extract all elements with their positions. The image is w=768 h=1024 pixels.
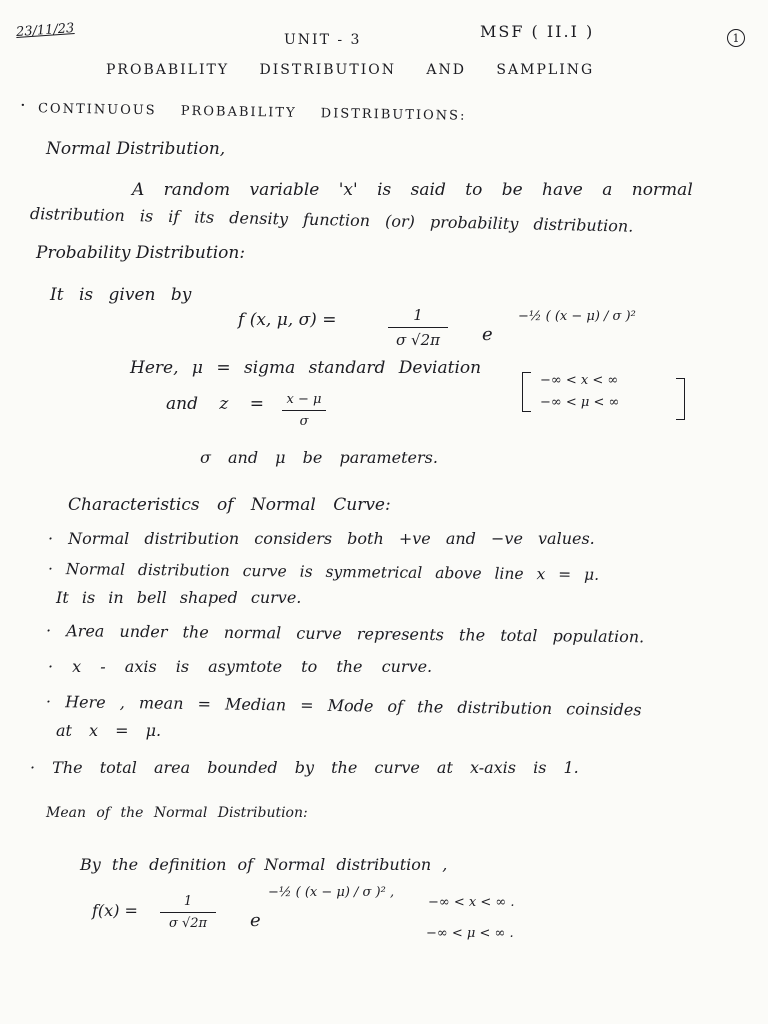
range-bracket-right (676, 378, 685, 420)
characteristic-item: · Here , mean = Median = Mode of the distribution coinsides (45, 692, 642, 720)
mean-fraction-numerator: 1 (183, 894, 193, 909)
here-text: Here, μ = sigma standard Deviation (130, 358, 482, 378)
and-z-text: and z = (166, 394, 264, 414)
characteristic-item: · x - axis is asymtote to the curve. (48, 657, 433, 676)
parameters-text: σ and μ be parameters. (200, 448, 438, 467)
mean-fraction-denominator: σ √2π (168, 916, 208, 931)
fraction-denominator: σ √2π (396, 331, 440, 349)
z-numerator: x − μ (286, 392, 322, 407)
page-title: PROBABILITY DISTRIBUTION AND SAMPLING (106, 62, 595, 78)
characteristic-item: · Normal distribution curve is symmetrical above line x = μ. (47, 560, 600, 584)
characteristic-item: at x = μ. (56, 721, 162, 740)
exponent: −½ ( (x − μ) / σ )² (518, 309, 636, 324)
mean-range-x: −∞ < x < ∞ . (428, 895, 515, 910)
mean-definition: By the definition of Normal distribution , (80, 855, 448, 874)
exp-base: e (482, 324, 493, 345)
mean-formula-lhs: f(x) = (92, 901, 138, 920)
definition-line-2: distribution is if its density function (or) probability distribution. (29, 204, 634, 236)
mean-exp-base: e (250, 910, 261, 931)
characteristics-heading: Characteristics of Normal Curve: (68, 495, 391, 515)
formula-fraction (388, 306, 448, 349)
date: 23/11/23 (15, 20, 75, 41)
range-x: −∞ < x < ∞ (540, 373, 619, 388)
z-fraction (282, 392, 326, 429)
normal-distribution-heading: Normal Distribution, (46, 139, 226, 159)
mean-range-mu: −∞ < μ < ∞ . (426, 926, 514, 941)
page-number: 1 (727, 29, 745, 47)
course-code: MSF ( II.I ) (480, 22, 595, 41)
mean-formula-fraction (160, 894, 216, 931)
bullet: · (20, 95, 28, 116)
section-heading: CONTINUOUS PROBABILITY DISTRIBUTIONS: (37, 101, 467, 124)
characteristic-item: · Normal distribution considers both +ve and −ve values. (48, 529, 595, 548)
range-mu: −∞ < μ < ∞ (540, 395, 620, 410)
characteristic-item: · The total area bounded by the curve at x-axis is 1. (30, 758, 579, 777)
unit-label: UNIT - 3 (284, 32, 362, 48)
fraction-numerator: 1 (413, 306, 423, 324)
mean-exponent: −½ ( (x − μ) / σ )² , (268, 885, 395, 900)
formula-lhs: f (x, μ, σ) = (238, 310, 337, 330)
range-bracket-left (522, 372, 531, 412)
mean-heading: Mean of the Normal Distribution: (46, 805, 308, 821)
definition-line-1: A random variable 'x' is said to be have a normal (132, 180, 693, 200)
given-text: It is given by (50, 285, 192, 305)
characteristic-item: · Area under the normal curve represents the total population. (45, 621, 645, 647)
characteristic-item: It is in bell shaped curve. (56, 588, 302, 607)
probability-distribution-heading: Probability Distribution: (36, 243, 246, 263)
z-denominator: σ (299, 414, 309, 429)
